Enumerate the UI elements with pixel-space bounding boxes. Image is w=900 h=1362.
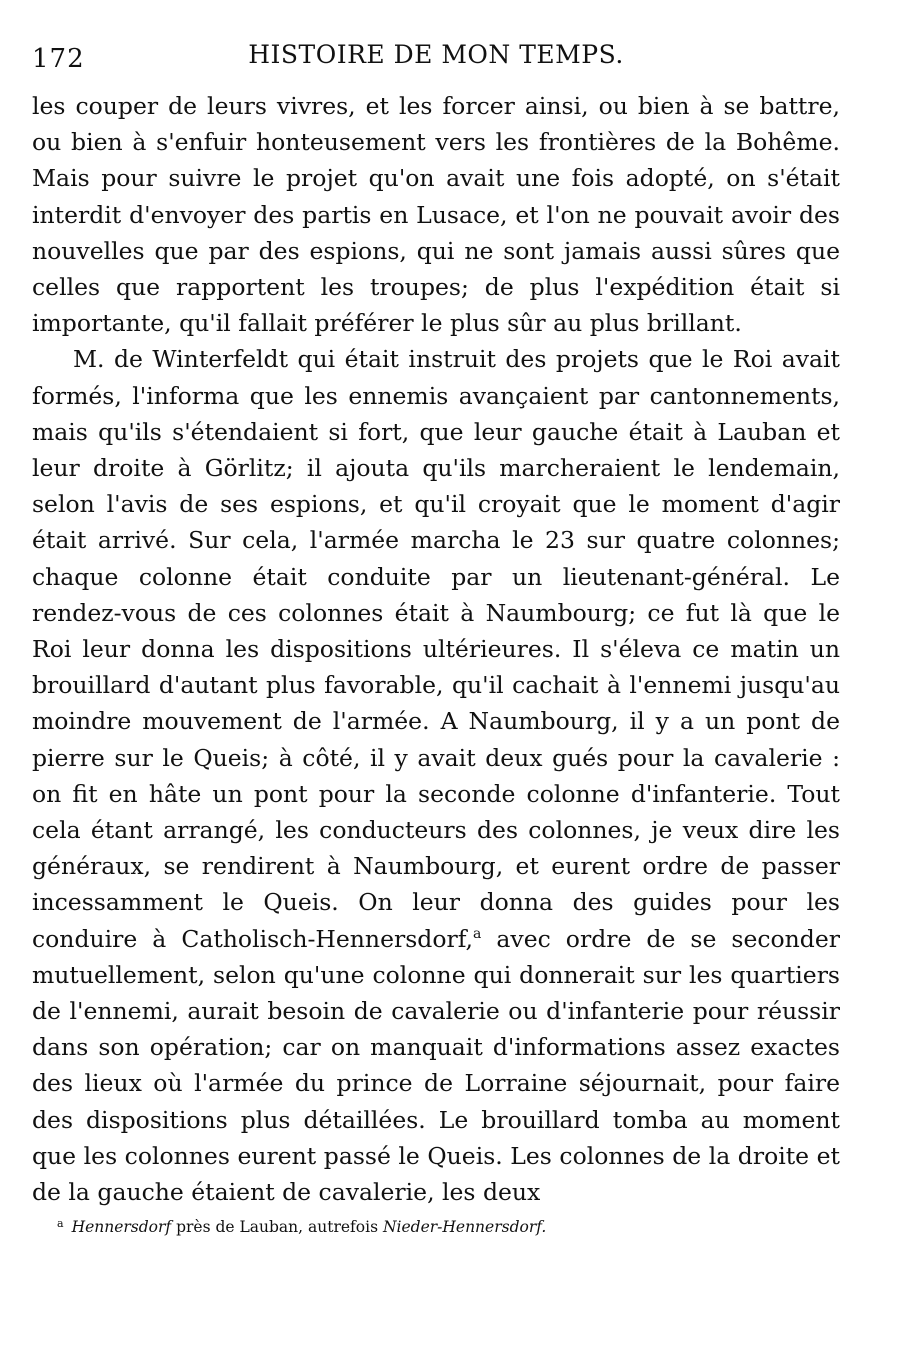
footnote-text: près de Lauban, autrefois [171,1218,383,1237]
body-text [32,88,840,1210]
footnote-mark: a [57,1217,64,1231]
footnote-reference[interactable]: a [473,925,482,942]
footnote [57,1216,840,1238]
paragraph-2 [32,341,840,1210]
footnote-old-name: Nieder-Hennersdorf. [382,1218,547,1237]
running-head [32,30,840,80]
paragraph-1: les couper de leurs vivres, et les forcer ainsi, ou bien à se battre, ou bien à s'enfuir honteusement vers les frontières de la Bohême. Mais pour suivre le projet qu'on avait une fois adopté, on s'était interdit d'envoyer des partis en Lusace, et l'on ne pouvait avoir des nouvelles que par des espions, qui ne sont jamais aussi sûres que celles que rapportent les troupes; de plus l'expédition était si importante, qu'il fallait préférer le plus sûr au plus brillant. [32,92,840,338]
paragraph-2-part-1: M. de Winterfeldt qui était instruit des projets que le Roi avait formés, l'informa que les ennemis avançaient par cantonnements, mais qu'ils s'étendaient si fort, que leur gauche était à Lauban et leur droite à Görlitz; il ajouta qu'ils marcheraient le lendemain, selon l'avis de ses espions, et qu'il croyait que le moment d'agir était arrivé. Sur cela, l'armée marcha le 23 sur quatre colonnes; chaque colonne était conduite par un lieutenant-général. Le rendez-vous de ces colonnes était à Naumbourg; ce fut là que le Roi leur donna les dispositions ultérieures. Il s'éleva ce matin un brouillard d'autant plus favorable, qu'il cachait à l'ennemi jusqu'au moindre mouvement de l'armée. A Naumbourg, il y a un pont de pierre sur le Queis; à côté, il y avait deux gués pour la cavalerie : on fit en hâte un pont pour la seconde colonne d'infanterie. Tout cela étant arrangé, les conducteurs des colonnes, je veux dire les généraux, se rendirent à Naumbourg, et eurent ordre de passer incessamment le Queis. On leur donna des guides pour les conduire à Catholisch-Hennersdorf, [32,345,840,953]
document-page [32,30,840,1238]
page-number: 172 [32,44,85,74]
footnote-term: Hennersdorf [71,1218,172,1237]
running-title: HISTOIRE DE MON TEMPS. [248,40,624,69]
paragraph-2-part-2: avec ordre de se seconder mutuellement, selon qu'une colonne qui donnerait sur les quartiers de l'ennemi, aurait besoin de cavalerie ou d'infanterie pour réussir dans son opération; car on manquait d'informations assez exactes des lieux où l'armée du prince de Lorraine séjournait, pour faire des dispositions plus détaillées. Le brouillard tomba au moment que les colonnes eurent passé le Queis. Les colonnes de la droite et de la gauche étaient de cavalerie, les deux [32,924,840,1207]
